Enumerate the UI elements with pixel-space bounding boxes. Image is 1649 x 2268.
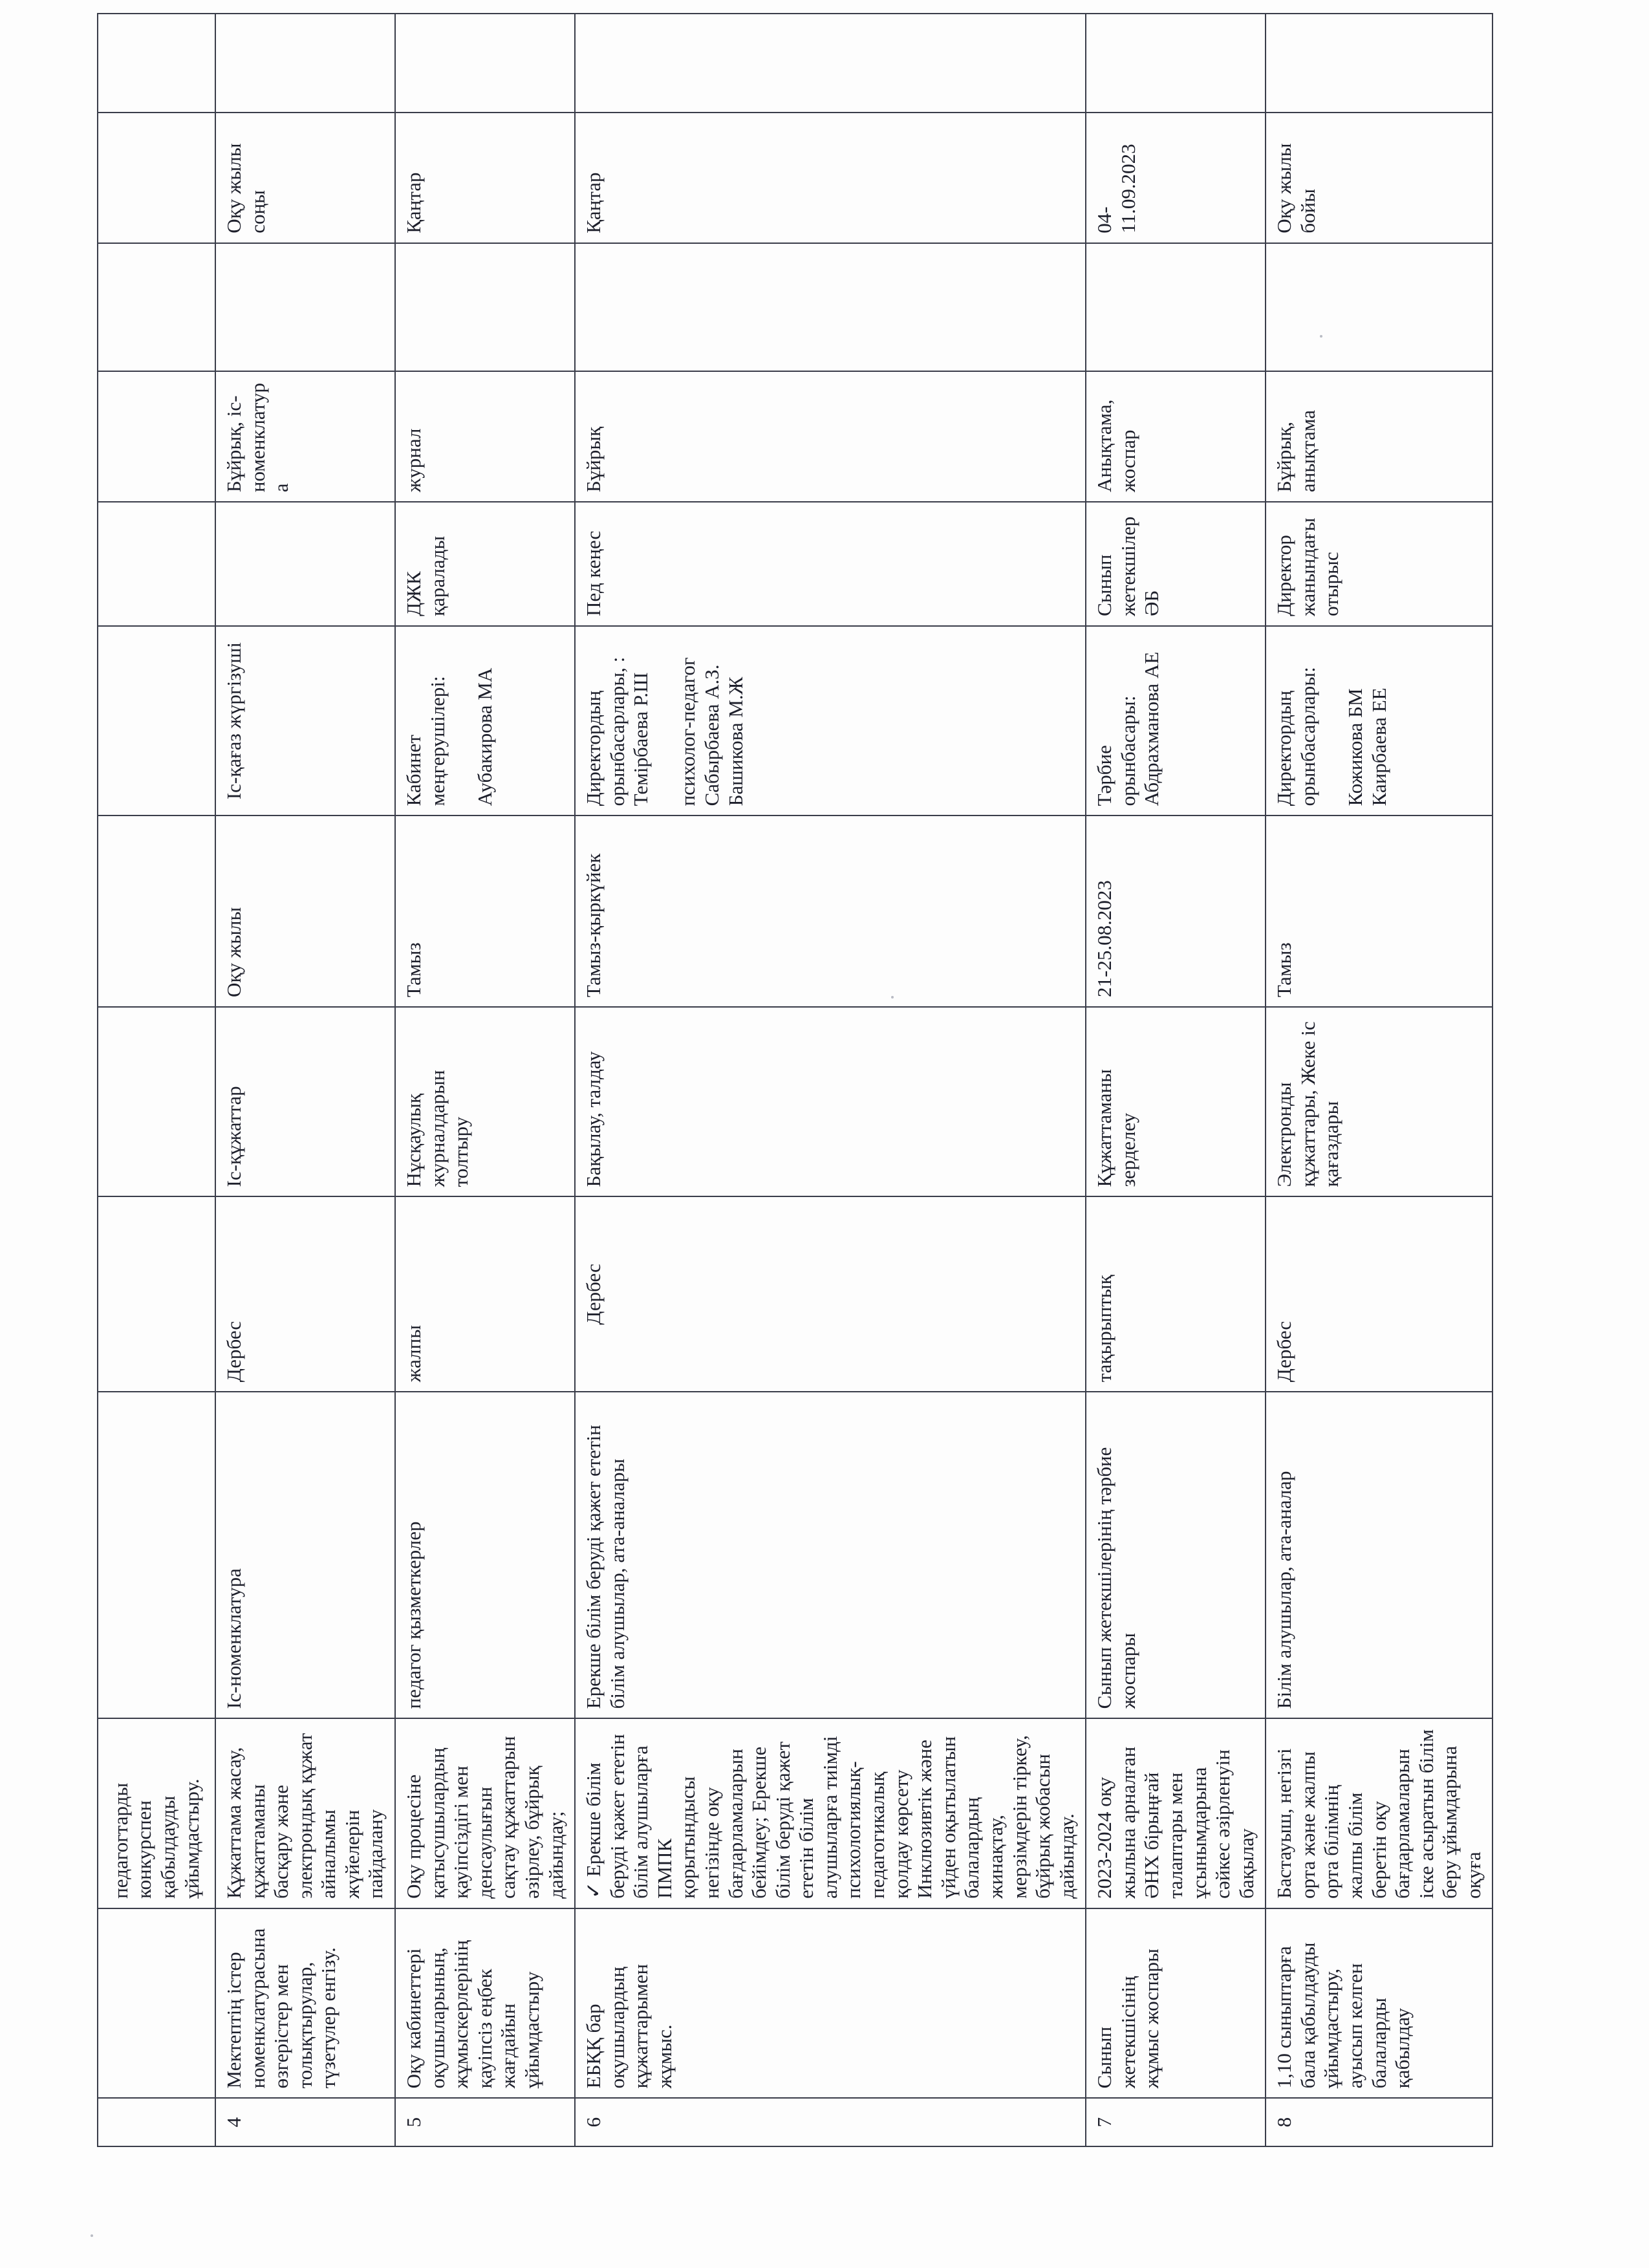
cell-venue: Директор жанындағы отырыс (1266, 502, 1493, 626)
cell-responsible: Тәрбие орынбасары: Абдрахманова АЕ (1086, 626, 1266, 816)
cell-empty (98, 371, 215, 502)
cell-topic: ЕБҚҚ бар оқушылардың құжаттарымен жұмыс. (575, 1908, 1086, 2099)
cell-empty (98, 626, 215, 816)
cell-venue: Пед кеңес (575, 502, 1086, 626)
cell-empty (1266, 14, 1493, 113)
cell-empty (1266, 243, 1493, 371)
table-row (395, 14, 575, 2146)
cell-topic: Сынып жетекшісінің жұмыс жоспары (1086, 1908, 1266, 2099)
row-number: 6 (575, 2098, 1086, 2146)
cell-responsible: Директордың орынбасарлары, : Темірбаева Р.Ш психолог-педагог Сабырбаева А.З. Башикова М.Ж (575, 626, 1086, 816)
cell-empty (215, 243, 395, 371)
cell-method: Құжаттаманы зерделеу (1086, 1007, 1266, 1197)
cell-period: Тамыз-қыркүйек (575, 815, 1086, 1007)
row-number: 8 (1266, 2098, 1493, 2146)
cell-deadline: 04-11.09.2023 (1086, 113, 1266, 243)
cell-empty (1086, 243, 1266, 371)
cell-type: жалпы (395, 1196, 575, 1392)
cell-object: Ерекше білім беруді қажет ететін білім алушылар, ата-аналары (575, 1392, 1086, 1718)
cell-result: Бұйрық (575, 371, 1086, 502)
cell-empty (575, 243, 1086, 371)
cell-period: Оқу жылы (215, 815, 395, 1007)
cell-result: Бұйрық, іс-номенклатура (215, 371, 395, 502)
table-row-header-continuation (98, 14, 215, 2146)
cell-responsible: Іс-қағаз жүргізуші (215, 626, 395, 816)
cell-empty (98, 815, 215, 1007)
cell-type: Дербес (575, 1196, 1086, 1392)
cell-venue (215, 502, 395, 626)
cell-empty (98, 14, 215, 113)
cell-deadline: Қаңтар (575, 113, 1086, 243)
cell-empty (98, 1392, 215, 1718)
scan-speck (91, 2234, 93, 2237)
cell-empty (98, 502, 215, 626)
cell-method: Бақылау, талдау (575, 1007, 1086, 1197)
cell-venue: Сынып жетекшілер ӘБ (1086, 502, 1266, 626)
row-number: 5 (395, 2098, 575, 2146)
cell-object: Іс-номенклатура (215, 1392, 395, 1718)
table-row (1086, 14, 1266, 2146)
cell-responsible: Директордың орынбасарлары: Кожикова БМ Каирбаева ЕЕ (1266, 626, 1493, 816)
cell-period: Тамыз (395, 815, 575, 1007)
cell-content: Бастауыш, негізгі орта және жалпы орта білімнің жалпы білім беретін оқу бағдарламаларын іске асыратын білім беру ұйымдарына оқуға (1266, 1718, 1493, 1908)
cell-method: Іс-құжаттар (215, 1007, 395, 1197)
cell-result: Анықтама, жоспар (1086, 371, 1266, 502)
cell-period: Тамыз (1266, 815, 1493, 1007)
cell-object: педагог қызметкерлер (395, 1392, 575, 1718)
cell-empty (98, 1007, 215, 1197)
cell-topic: 1,10 сыныптарға бала қабылдауды ұйымдастыру, ауысып келген балаларды қабылдау (1266, 1908, 1493, 2099)
cell-empty (395, 243, 575, 371)
cell-empty (575, 14, 1086, 113)
row-number: 4 (215, 2098, 395, 2146)
cell-content: 2023-2024 оқу жылына арналған ӘНХ бірыңғай талаптары мен ұсынымдарына сәйкес әзірленуін бақылау (1086, 1718, 1266, 1908)
cell-empty (215, 14, 395, 113)
table-row (1266, 14, 1493, 2146)
cell-type: Дербес (215, 1196, 395, 1392)
cell-result: Бұйрық, анықтама (1266, 371, 1493, 502)
cell-empty (395, 14, 575, 113)
cell-result: журнал (395, 371, 575, 502)
cell-empty (98, 243, 215, 371)
cell-method: Электронды құжаттары, Жеке іс қағаздары (1266, 1007, 1493, 1197)
cell-type: тақырыптық (1086, 1196, 1266, 1392)
table-row (575, 14, 1086, 2146)
cell-object: Сынып жетекшілерінің тәрбие жоспары (1086, 1392, 1266, 1718)
cell-deadline: Қаңтар (395, 113, 575, 243)
cell-empty (1086, 14, 1266, 113)
rotated-table-sheet (97, 0, 1494, 2147)
cell-object: Білім алушылар, ата-аналар (1266, 1392, 1493, 1718)
row-number: 7 (1086, 2098, 1266, 2146)
cell-empty (98, 2098, 215, 2146)
cell-empty (98, 113, 215, 243)
cell-content: ✓ Ерекше білім беруді қажет ететін білім алушыларға ПМПК қорытындысы негізінде оқу бағдарламаларын бейімдеу; Ерекше білім беруді қажет ететін білім алушыларға тиімді психологиялық-педагогикалық қолдау көрсету Инклюзивтік және үйден оқытылатын балалардың жинақтау, мерзімдерін тіркеу, бұйрық жобасын дайындау. (575, 1718, 1086, 1908)
cell-topic: Оқу кабинеттері оқушыларының, жұмыскерлерінің қауіпсіз еңбек жағдайын ұйымдастыру (395, 1908, 575, 2099)
cell-topic: Мектептің істер номенклатурасына өзгерістер мен толықтырулар, түзетулер енгізу. (215, 1908, 395, 2099)
cell-type: Дербес (1266, 1196, 1493, 1392)
cell-period: 21-25.08.2023 (1086, 815, 1266, 1007)
cell-content: Құжаттама жасау, құжаттаманы басқару және электрондық құжат айналымы жүйелерін пайдалану (215, 1718, 395, 1908)
table-row (215, 14, 395, 2146)
cell-method: Нұсқаулық журналдарын толтыру (395, 1007, 575, 1197)
cell-deadline: Оқу жылы бойы (1266, 113, 1493, 243)
cell-venue: ДЖК қаралады (395, 502, 575, 626)
cell-deadline: Оқу жылы соңы (215, 113, 395, 243)
header-note: педагогтарды конкурспен қабылдауды ұйымдастыру. (98, 1718, 215, 1908)
cell-empty (98, 1908, 215, 2099)
cell-responsible: Кабинет меңгерушілері: Аубакирова МА (395, 626, 575, 816)
control-plan-table (97, 13, 1493, 2147)
cell-content: Оқу процесіне қатысушылардың қауіпсіздігі мен денсаулығын сақтау құжаттарын әзірлеу, бұйрық дайындау; (395, 1718, 575, 1908)
cell-empty (98, 1196, 215, 1392)
